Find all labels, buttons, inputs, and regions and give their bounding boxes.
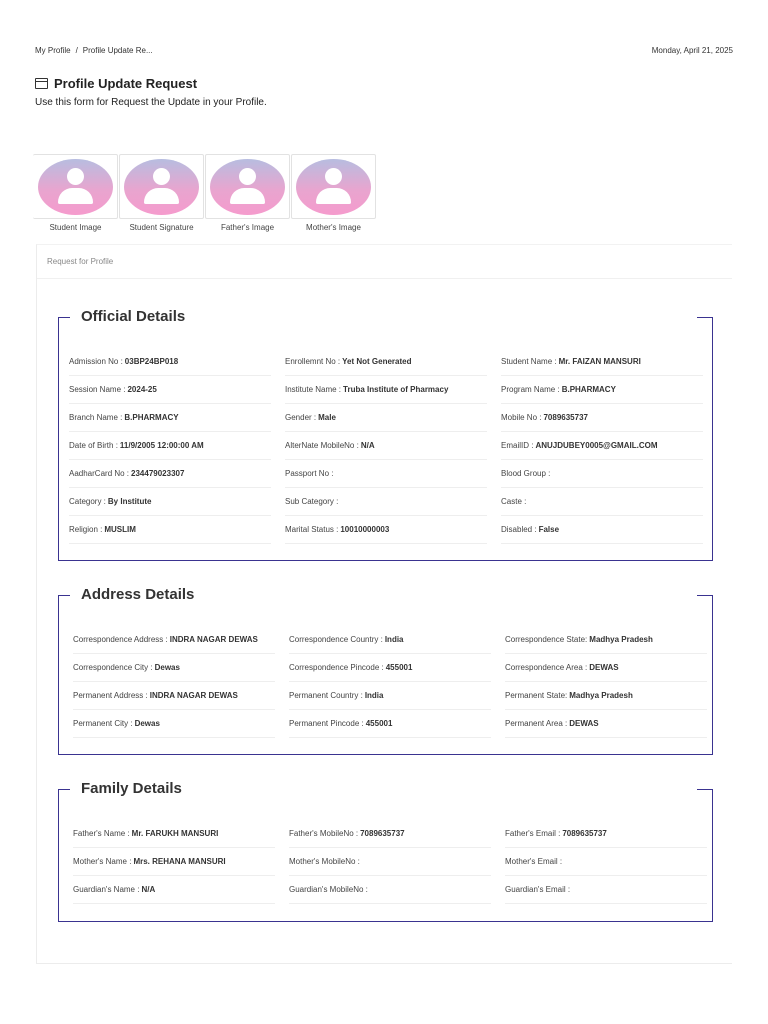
detail-field [505, 626, 707, 654]
detail-field [73, 848, 275, 876]
field-label: Correspondence Country : [289, 635, 383, 644]
detail-field [289, 682, 491, 710]
photo-caption: Student Image [49, 223, 102, 232]
family-details-grid [73, 820, 698, 904]
field-value: False [538, 525, 560, 534]
field-value: By Institute [107, 497, 152, 506]
user-avatar-icon [296, 159, 371, 215]
section-title: Family Details [81, 780, 182, 797]
field-value: India [384, 635, 404, 644]
page-title [35, 76, 197, 91]
field-value: MUSLIM [104, 525, 136, 534]
photo-caption: Father's Image [220, 223, 275, 232]
field-value: N/A [360, 441, 375, 450]
detail-field [73, 710, 275, 738]
field-value: Mr. FAIZAN MANSURI [558, 357, 641, 366]
field-label: Enrollemnt No : [285, 357, 341, 366]
breadcrumb-item-my-profile[interactable]: My Profile [35, 46, 71, 55]
field-label: Student Name : [501, 357, 557, 366]
user-avatar-icon [124, 159, 199, 215]
detail-field [289, 654, 491, 682]
field-label: Admission No : [69, 357, 123, 366]
breadcrumb-separator: / [75, 46, 78, 55]
field-label: Mobile No : [501, 413, 542, 422]
user-avatar-icon [38, 159, 113, 215]
field-label: Mother's Email : [505, 857, 563, 866]
field-value: B.PHARMACY [561, 385, 616, 394]
field-label: Permanent Area : [505, 719, 568, 728]
official-details-grid [69, 348, 702, 544]
field-value: 7089635737 [543, 413, 588, 422]
field-label: Correspondence City : [73, 663, 153, 672]
official-details-section [58, 308, 713, 561]
field-value: DEWAS [589, 663, 619, 672]
field-label: EmailID : [501, 441, 534, 450]
detail-field [289, 876, 491, 904]
window-icon [35, 78, 48, 89]
field-value: DEWAS [569, 719, 599, 728]
section-title: Official Details [81, 308, 186, 325]
field-label: Correspondence Address : [73, 635, 168, 644]
section-title: Address Details [81, 586, 195, 603]
field-label: Institute Name : [285, 385, 342, 394]
field-value: 455001 [385, 663, 413, 672]
field-value: Madhya Pradesh [569, 691, 633, 700]
field-label: Marital Status : [285, 525, 339, 534]
card-header: Request for Profile [47, 257, 114, 266]
detail-field [285, 488, 487, 516]
field-value: Male [318, 413, 336, 422]
field-label: Guardian's Name : [73, 885, 140, 894]
field-value: Mr. FARUKH MANSURI [131, 829, 219, 838]
detail-field [501, 432, 703, 460]
detail-field [285, 432, 487, 460]
field-label: Blood Group : [501, 469, 551, 478]
detail-field [69, 516, 271, 544]
field-value: Madhya Pradesh [589, 635, 653, 644]
detail-field [505, 710, 707, 738]
detail-field [285, 376, 487, 404]
detail-field [73, 820, 275, 848]
field-label: Mother's Name : [73, 857, 132, 866]
photo-fathers-image[interactable] [205, 154, 290, 232]
detail-field [501, 376, 703, 404]
field-label: Mother's MobileNo : [289, 857, 360, 866]
divider [37, 278, 732, 279]
detail-field [285, 516, 487, 544]
field-label: Correspondence Area : [505, 663, 588, 672]
detail-field [501, 488, 703, 516]
field-label: Session Name : [69, 385, 126, 394]
photo-caption: Student Signature [129, 223, 194, 232]
detail-field [505, 654, 707, 682]
field-label: Permanent Country : [289, 691, 363, 700]
detail-field [501, 348, 703, 376]
photo-frame[interactable] [33, 154, 118, 219]
photo-frame[interactable] [205, 154, 290, 219]
field-value: India [364, 691, 384, 700]
field-label: Program Name : [501, 385, 560, 394]
detail-field [69, 404, 271, 432]
field-label: Sub Category : [285, 497, 339, 506]
top-bar [35, 46, 733, 60]
field-value: Truba Institute of Pharmacy [343, 385, 449, 394]
page-subtitle: Use this form for Request the Update in your Profile. [35, 97, 267, 108]
field-value: B.PHARMACY [124, 413, 179, 422]
detail-field [69, 432, 271, 460]
field-label: Correspondence Pincode : [289, 663, 384, 672]
photo-frame[interactable] [291, 154, 376, 219]
detail-field [285, 404, 487, 432]
request-card [36, 244, 732, 964]
detail-field [289, 710, 491, 738]
current-date: Monday, April 21, 2025 [651, 46, 733, 55]
field-label: Religion : [69, 525, 103, 534]
detail-field [73, 876, 275, 904]
detail-field [505, 876, 707, 904]
address-details-section [58, 586, 713, 755]
field-label: Correspondence State: [505, 635, 588, 644]
field-value: Dewas [154, 663, 180, 672]
field-label: Date of Birth : [69, 441, 118, 450]
detail-field [505, 820, 707, 848]
field-label: Permanent City : [73, 719, 133, 728]
field-label: Permanent Pincode : [289, 719, 364, 728]
photo-caption: Mother's Image [306, 223, 361, 232]
field-label: Gender : [285, 413, 317, 422]
detail-field [69, 460, 271, 488]
field-value: Dewas [134, 719, 160, 728]
detail-field [73, 682, 275, 710]
address-details-grid [73, 626, 698, 738]
detail-field [69, 488, 271, 516]
photo-student-image[interactable] [33, 154, 118, 232]
detail-field [69, 348, 271, 376]
field-label: AadharCard No : [69, 469, 130, 478]
field-label: Branch Name : [69, 413, 123, 422]
field-value: 455001 [365, 719, 393, 728]
field-label: AlterNate MobileNo : [285, 441, 359, 450]
detail-field [289, 848, 491, 876]
detail-field [289, 820, 491, 848]
field-value: Mrs. REHANA MANSURI [133, 857, 226, 866]
field-value: INDRA NAGAR DEWAS [169, 635, 258, 644]
field-label: Father's Email : [505, 829, 561, 838]
field-value: ANUJDUBEY0005@GMAIL.COM [535, 441, 658, 450]
photo-student-signature[interactable] [119, 154, 204, 232]
field-value: INDRA NAGAR DEWAS [149, 691, 238, 700]
field-value: 2024-25 [127, 385, 157, 394]
field-value: 7089635737 [360, 829, 405, 838]
detail-field [73, 626, 275, 654]
field-label: Disabled : [501, 525, 537, 534]
field-label: Guardian's Email : [505, 885, 571, 894]
detail-field [501, 460, 703, 488]
family-details-section [58, 780, 713, 922]
field-value: Yet Not Generated [342, 357, 412, 366]
field-value: 7089635737 [562, 829, 607, 838]
field-value: 11/9/2005 12:00:00 AM [119, 441, 204, 450]
field-label: Permanent State: [505, 691, 568, 700]
field-label: Father's Name : [73, 829, 130, 838]
photo-frame[interactable] [119, 154, 204, 219]
detail-field [285, 348, 487, 376]
detail-field [73, 654, 275, 682]
detail-field [285, 460, 487, 488]
breadcrumb [35, 46, 153, 55]
field-label: Father's MobileNo : [289, 829, 359, 838]
field-value: 10010000003 [340, 525, 390, 534]
field-value: 234479023307 [131, 469, 185, 478]
user-avatar-icon [210, 159, 285, 215]
detail-field [289, 626, 491, 654]
detail-field [69, 376, 271, 404]
detail-field [505, 682, 707, 710]
detail-field [505, 848, 707, 876]
field-label: Passport No : [285, 469, 334, 478]
photo-gallery [33, 154, 377, 232]
field-label: Guardian's MobileNo : [289, 885, 368, 894]
page-title-text: Profile Update Request [54, 76, 198, 91]
photo-mothers-image[interactable] [291, 154, 376, 232]
field-label: Permanent Address : [73, 691, 148, 700]
field-label: Category : [69, 497, 106, 506]
detail-field [501, 404, 703, 432]
breadcrumb-item-current: Profile Update Re... [82, 46, 153, 55]
field-value: N/A [141, 885, 156, 894]
detail-field [501, 516, 703, 544]
field-label: Caste : [501, 497, 527, 506]
field-value: 03BP24BP018 [124, 357, 179, 366]
